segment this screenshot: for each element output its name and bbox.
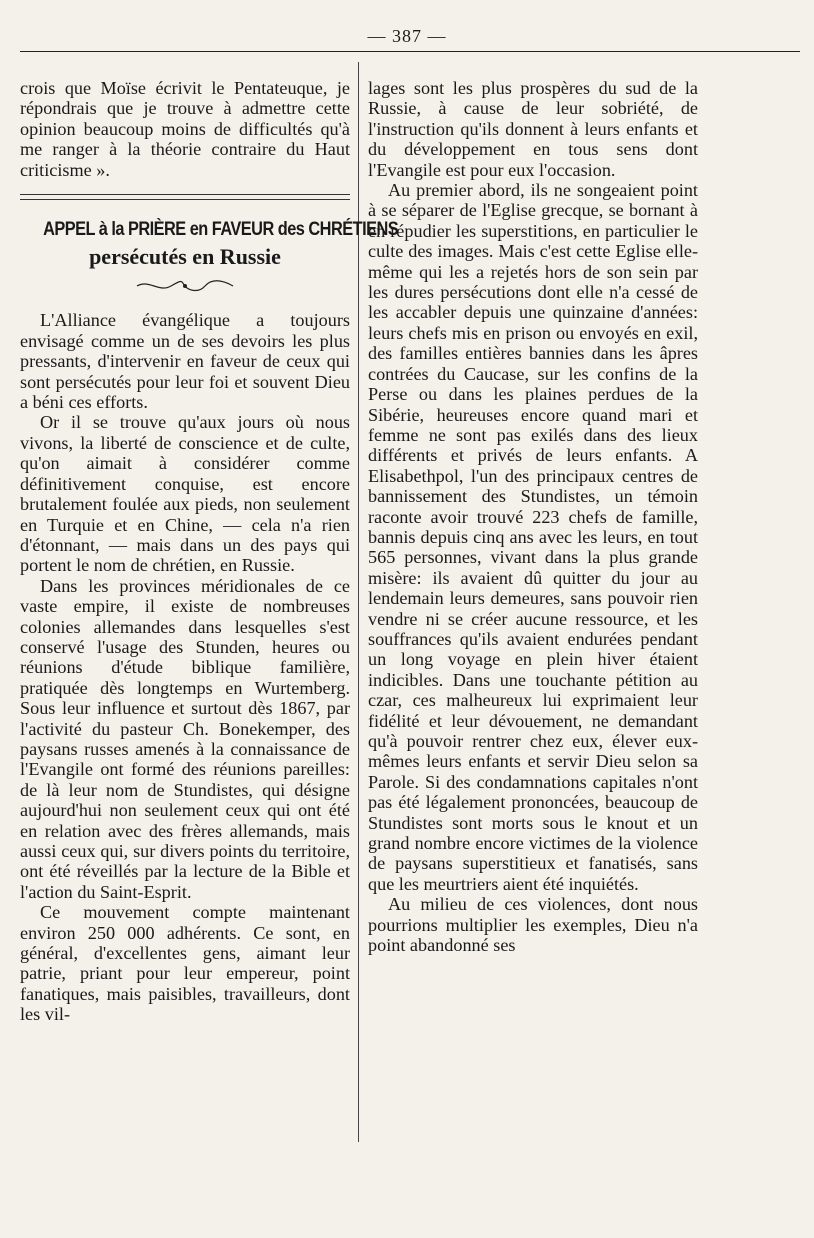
- continuation-paragraph: crois que Moïse écrivit le Pentateuque, je répondrais que je trouve à admettre cette opinion beaucoup moins de difficultés qu'à me ranger à la théorie contraire du Haut criticisme ».: [20, 78, 350, 180]
- paragraph: L'Alliance évangélique a toujours envisagé comme un de ses devoirs les plus pressants, d'intervenir en faveur de ceux qui sont persécutés pour leur foi et souvent Dieu a béni ces efforts.: [20, 310, 350, 413]
- article-subtitle: persécutés en Russie: [89, 244, 281, 270]
- paragraph: Or il se trouve qu'aux jours où nous vivons, la liberté de conscience et de culte, qu'on aimait à considérer comme définitivement conquise, est encore brutalement foulée aux pieds, non seulement en Turquie et en Chine, — cela n'a rien d'étonnant, — mais dans un des pays qui portent le nom de chrétien, en Russie.: [20, 412, 350, 576]
- paragraph: Ce mouvement compte maintenant environ 250 000 adhérents. Ce sont, en général, d'excellentes gens, aimant leur patrie, priant pour leur empereur, point fanatiques, mais paisibles, travailleurs, dont les vil-: [20, 902, 350, 1025]
- article-title: APPEL à la PRIÈRE en FAVEUR des CHRÉTIENS: [43, 219, 399, 241]
- left-column: [20, 78, 399, 1025]
- header-rule: [20, 51, 800, 52]
- section-separator: [20, 194, 350, 200]
- paragraph: Au premier abord, ils ne songeaient point à se séparer de l'Eglise grecque, se bornant à en répudier les superstitions, en particulier le culte des images. Mais c'est cette Eglise elle-même qui les a rejetés hors de son sein par les dures persécutions dont elle n'a cessé de les accabler depuis une quinzaine d'années: leurs chefs mis en prison ou envoyés en exil, des familles entières bannies dans les âpres contrées du Caucase, sur les confins de la Perse ou dans les plaines perdues de la Sibérie, heureuses encore quand mari et femme ne sont pas exilés dans des lieux différents et privés de leurs enfants. A Elisabethpol, l'un des principaux centres de bannissement des Stundistes, un témoin raconte avoir trouvé 223 chefs de famille, bannis depuis cinq ans avec les leurs, en tout 565 personnes, vivant dans la plus grande misère: ils avaient dû quitter du jour au lendemain leurs demeures, sans pouvoir rien vendre ni se créer aucune ressource, et les souffrances qu'ils avaient endurées pendant un long voyage en plein hiver étaient indicibles. Dans une touchante pétition au czar, ces malheureux lui exprimaient leur fidélité et leur dévouement, ne demandant qu'à pouvoir rentrer chez eux, élever eux-mêmes leurs enfants et servir Dieu selon sa Parole. Si des condamnations capitales n'ont pas été légalement prononcées, beaucoup de Stundistes sont morts sous le knout et un grand nombre encore victimes de la violence de paysans superstitieux et fanatisés, sans que les meurtriers aient été inquiétés.: [368, 180, 698, 894]
- paragraph: lages sont les plus prospères du sud de la Russie, à cause de leur sobriété, de l'instruction qu'ils donnent à leurs enfants et du développement en tous sens dont l'Evangile est pour eux l'occasion.: [368, 78, 698, 180]
- ornament-flourish-icon: [20, 276, 350, 296]
- paragraph: Dans les provinces méridionales de ce vaste empire, il existe de nombreuses colonies allemandes dans lesquelles s'est conservé l'usage des Stunden, heures ou réunions d'étude biblique familière, pratiquée dès longtemps en Wurtemberg. Sous leur influence et surtout dès 1867, par l'activité du pasteur Ch. Bonekemper, des paysans russes amenés à la connaissance de l'Evangile ont formé des réunions pareilles: de là leur nom de Stundistes, qui désigne aujourd'hui non seulement ceux qui ont été en relation avec des frères allemands, mais aussi ceux qui, sur divers points du territoire, ont été réveillés par la lecture de la Bible et l'action du Saint-Esprit.: [20, 575, 350, 902]
- page-number: — 387 —: [367, 26, 447, 46]
- paragraph: Au milieu de ces violences, dont nous pourrions multiplier les exemples, Dieu n'a point abandonné ses: [368, 894, 698, 956]
- right-column: [368, 78, 698, 955]
